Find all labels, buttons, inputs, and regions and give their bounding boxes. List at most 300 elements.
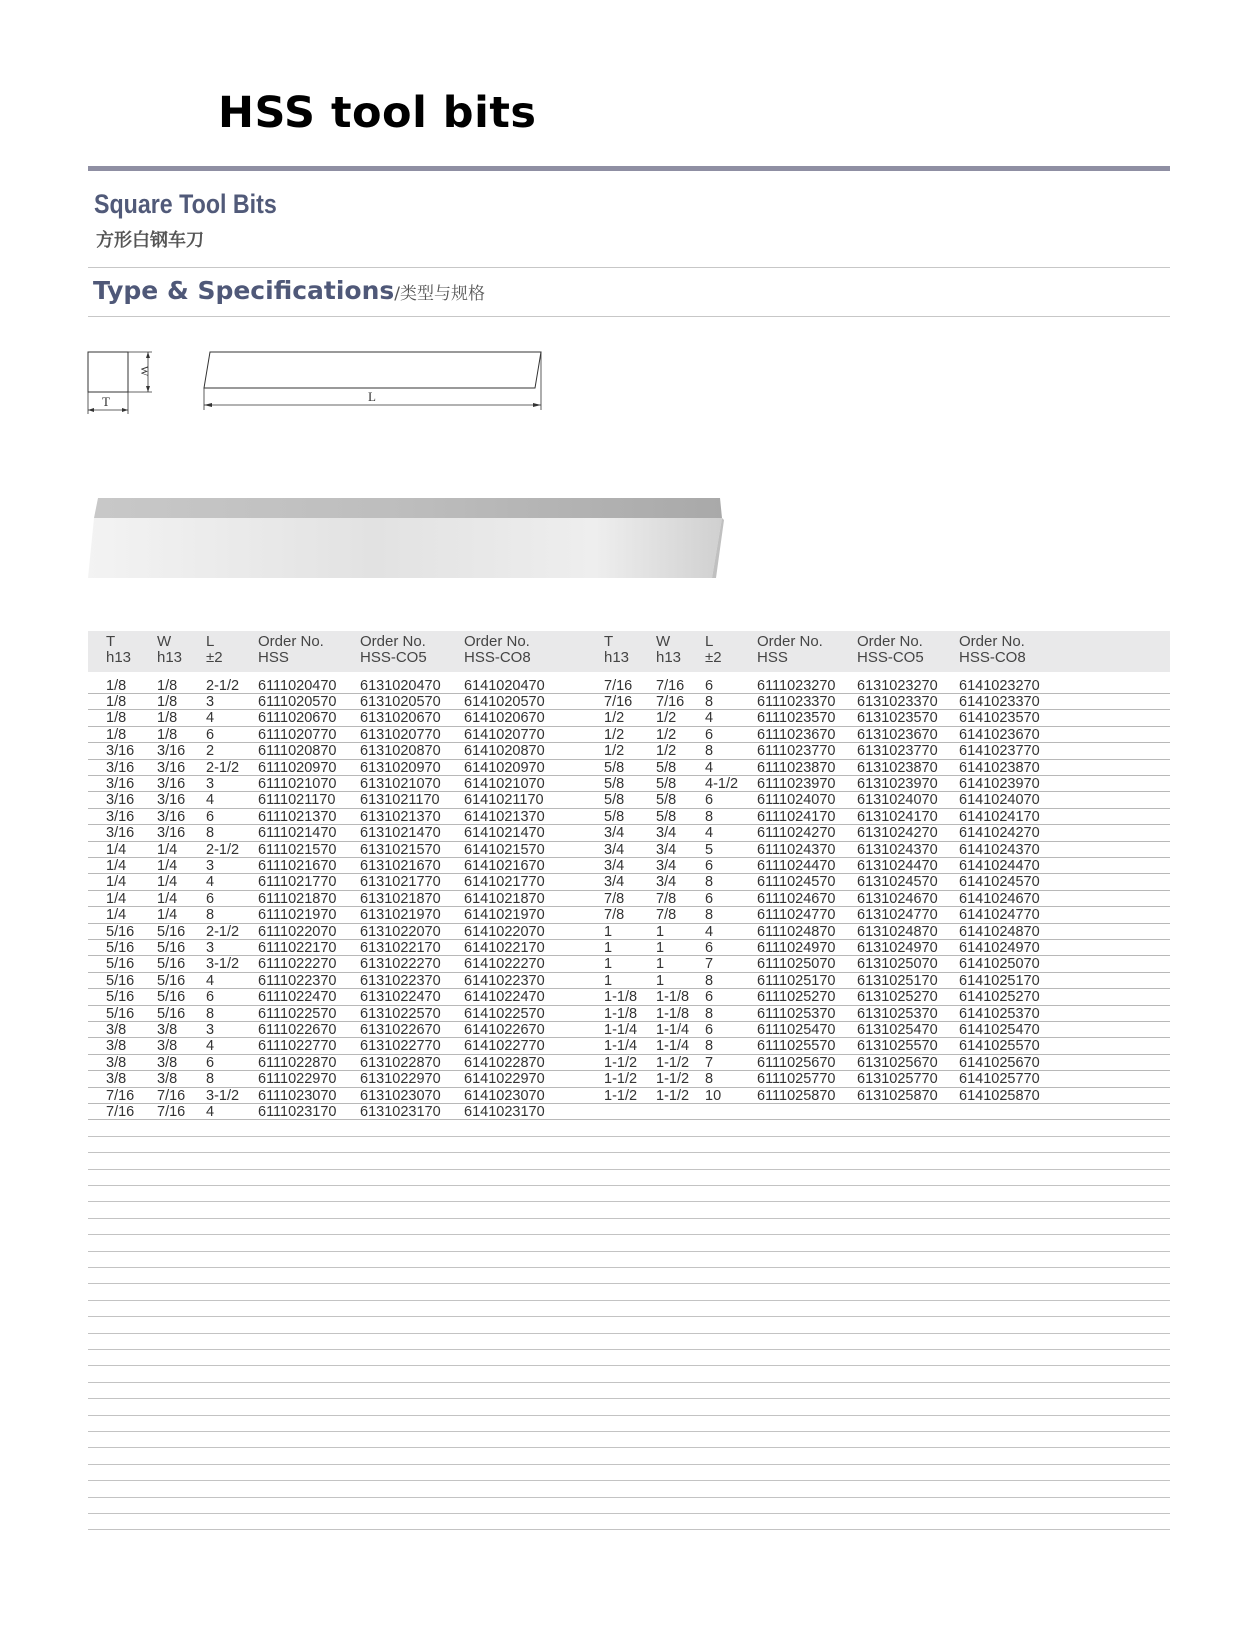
column-header-line2: ±2 — [206, 649, 223, 666]
table-cell: 6131023570 — [857, 710, 938, 727]
empty-table-rule — [88, 1300, 1170, 1301]
table-cell: 1/4 — [106, 890, 127, 907]
table-cell: 3/16 — [157, 776, 186, 792]
table-cell: 6141025070 — [959, 956, 1040, 973]
table-cell: 1-1/4 — [656, 1038, 690, 1055]
table-row — [88, 1022, 1170, 1038]
table-cell: 3/16 — [157, 825, 186, 842]
table-row — [88, 891, 1170, 907]
table-cell: 6111023170 — [258, 1104, 337, 1120]
table-cell: 2-1/2 — [206, 759, 240, 776]
table-cell: 1-1/2 — [604, 1087, 638, 1104]
table-cell: 6111023770 — [757, 743, 836, 760]
table-cell: 6141024070 — [959, 792, 1040, 809]
table-cell: 6111025270 — [757, 989, 836, 1006]
table-cell: 8 — [206, 825, 215, 842]
table-cell: 6131024170 — [857, 808, 938, 825]
table-cell: 8 — [705, 874, 714, 891]
table-cell: 6131020570 — [360, 694, 441, 710]
table-cell: 8 — [705, 808, 714, 825]
table-cell: 6141022770 — [464, 1038, 545, 1055]
column-header — [705, 634, 722, 666]
table-cell: 6131025770 — [857, 1071, 938, 1088]
table-cell: 1 — [604, 940, 613, 956]
table-cell: 5/8 — [604, 776, 625, 792]
table-cell: 6111023870 — [757, 759, 836, 776]
table-cell: 6 — [705, 940, 714, 956]
table-cell: 1/8 — [106, 694, 127, 710]
table-cell: 6111021870 — [258, 890, 337, 907]
dim-w-label: W — [138, 365, 150, 377]
table-cell: 6111024270 — [757, 825, 836, 842]
column-header-line2: h13 — [157, 649, 183, 666]
table-cell: 6131025470 — [857, 1022, 938, 1038]
table-cell: 6141024870 — [959, 923, 1040, 940]
table-cell: 6131025070 — [857, 956, 938, 973]
table-cell: 6 — [705, 858, 714, 874]
table-cell: 6141023370 — [959, 694, 1040, 710]
table-cell: 6111025770 — [757, 1071, 836, 1088]
table-cell: 6111021670 — [258, 858, 337, 874]
table-cell: 5/16 — [106, 989, 135, 1006]
table-cell: 3/4 — [604, 841, 625, 858]
column-header-line1: Order No. — [464, 633, 530, 650]
table-row — [88, 874, 1170, 890]
table-cell: 1-1/2 — [656, 1087, 690, 1104]
table-cell: 6111022070 — [258, 923, 337, 940]
table-cell: 6141025170 — [959, 972, 1040, 989]
table-cell: 7 — [705, 1054, 714, 1071]
table-cell: 1/4 — [157, 858, 178, 874]
table-cell: 1-1/4 — [604, 1038, 638, 1055]
table-cell: 8 — [705, 1038, 714, 1055]
table-cell: 1/4 — [106, 841, 127, 858]
table-cell: 1-1/8 — [656, 989, 690, 1006]
table-cell: 6 — [206, 808, 215, 825]
table-row — [88, 1038, 1170, 1054]
table-cell: 3/4 — [604, 874, 625, 891]
table-cell: 6131021970 — [360, 907, 441, 924]
table-cell: 5/8 — [656, 792, 677, 809]
empty-table-rule — [88, 1398, 1170, 1399]
table-cell: 6141020770 — [464, 726, 545, 743]
table-cell: 6141020970 — [464, 759, 545, 776]
table-cell: 5/8 — [656, 759, 677, 776]
table-cell: 10 — [705, 1087, 722, 1104]
table-cell: 5/8 — [604, 808, 625, 825]
table-cell: 6131022770 — [360, 1038, 441, 1055]
table-cell: 6131023770 — [857, 743, 938, 760]
column-header — [206, 634, 223, 666]
table-cell: 6111024470 — [757, 858, 836, 874]
section-title: Square Tool Bits — [94, 189, 277, 219]
table-cell: 8 — [705, 972, 714, 989]
table-cell: 6141021770 — [464, 874, 545, 891]
table-cell: 5/16 — [106, 1005, 135, 1022]
table-cell: 6 — [705, 890, 714, 907]
table-cell: 6 — [705, 989, 714, 1006]
column-header — [959, 634, 1026, 666]
table-row — [88, 792, 1170, 808]
table-cell: 6 — [206, 890, 215, 907]
table-cell: 5/16 — [157, 972, 186, 989]
table-cell: 6131022370 — [360, 972, 441, 989]
empty-table-rule — [88, 1431, 1170, 1432]
table-cell: 1/2 — [656, 726, 677, 743]
table-cell: 1/2 — [656, 710, 677, 727]
table-cell: 3/8 — [106, 1038, 127, 1055]
table-cell: 5/16 — [157, 956, 186, 973]
table-cell: 1/2 — [604, 743, 625, 760]
table-cell: 5/8 — [604, 792, 625, 809]
empty-table-rule — [88, 1218, 1170, 1219]
table-cell: 6131025670 — [857, 1054, 938, 1071]
table-cell: 6111025370 — [757, 1005, 836, 1022]
table-cell: 6131023870 — [857, 759, 938, 776]
table-cell: 6111022270 — [258, 956, 337, 973]
column-header-line1: T — [106, 633, 116, 650]
table-cell: 1-1/4 — [656, 1022, 690, 1038]
table-cell: 6111020670 — [258, 710, 337, 727]
table-cell: 6111020470 — [258, 677, 337, 694]
dim-l-label: L — [368, 389, 376, 404]
empty-table-rule — [88, 1267, 1170, 1268]
table-cell: 8 — [206, 1071, 215, 1088]
table-cell: 6111024070 — [757, 792, 836, 809]
table-cell: 6111021770 — [258, 874, 337, 891]
table-cell: 8 — [705, 1005, 714, 1022]
table-cell: 3/4 — [656, 841, 677, 858]
table-cell: 1 — [656, 956, 665, 973]
section-subtitle: 方形白钢车刀 — [96, 230, 204, 251]
table-row — [88, 727, 1170, 743]
table-cell: 7/8 — [656, 907, 677, 924]
column-header-line1: Order No. — [959, 633, 1025, 650]
table-cell: 3/16 — [106, 792, 135, 809]
table-cell: 3 — [206, 694, 215, 710]
table-cell: 3/16 — [157, 792, 186, 809]
table-cell: 6131020970 — [360, 759, 441, 776]
spec-title-cn: /类型与规格 — [394, 284, 486, 304]
table-cell: 6111020770 — [258, 726, 337, 743]
empty-table-rule — [88, 1169, 1170, 1170]
table-cell: 6141025870 — [959, 1087, 1040, 1104]
table-cell: 1 — [604, 956, 613, 973]
table-cell: 6111022170 — [258, 940, 337, 956]
table-cell: 5/16 — [106, 972, 135, 989]
column-header — [757, 634, 823, 666]
table-cell: 6141023270 — [959, 677, 1040, 694]
table-cell: 5/8 — [656, 808, 677, 825]
table-cell: 1-1/2 — [604, 1054, 638, 1071]
table-cell: 6111022370 — [258, 972, 337, 989]
table-cell: 4 — [705, 710, 714, 727]
table-cell: 3/16 — [157, 743, 186, 760]
table-cell: 1/8 — [157, 677, 178, 694]
table-row — [88, 956, 1170, 972]
empty-table-rule — [88, 1333, 1170, 1334]
table-cell: 6141021570 — [464, 841, 545, 858]
column-header-line1: Order No. — [857, 633, 923, 650]
table-cell: 1/4 — [157, 907, 178, 924]
table-cell: 1-1/8 — [656, 1005, 690, 1022]
table-cell: 3/4 — [656, 874, 677, 891]
column-header-line2: HSS-CO5 — [360, 649, 427, 666]
table-cell: 6131024870 — [857, 923, 938, 940]
table-cell: 7/16 — [106, 1087, 135, 1104]
column-header-line1: L — [206, 633, 215, 650]
table-cell: 4 — [705, 825, 714, 842]
table-cell: 1-1/4 — [604, 1022, 638, 1038]
column-header-line1: Order No. — [360, 633, 426, 650]
table-cell: 6111024370 — [757, 841, 836, 858]
dim-t-label: T — [102, 394, 110, 409]
tool-bit-image — [88, 496, 728, 581]
spec-divider-top — [88, 267, 1170, 268]
table-cell: 4 — [705, 923, 714, 940]
column-header — [106, 634, 131, 666]
table-cell: 1/8 — [106, 726, 127, 743]
table-cell: 6141021070 — [464, 776, 545, 792]
column-header-line2: h13 — [106, 649, 132, 666]
table-cell: 7 — [705, 956, 714, 973]
table-cell: 4 — [206, 1104, 215, 1120]
table-row — [88, 1055, 1170, 1071]
table-cell: 6141023570 — [959, 710, 1040, 727]
table-cell: 6131022670 — [360, 1022, 441, 1038]
table-row — [88, 743, 1170, 759]
table-cell: 6141025270 — [959, 989, 1040, 1006]
table-cell: 6111024670 — [757, 890, 836, 907]
table-cell: 6131024570 — [857, 874, 938, 891]
table-cell: 6141022470 — [464, 989, 545, 1006]
table-cell: 8 — [705, 1071, 714, 1088]
table-cell: 6131023370 — [857, 694, 938, 710]
table-cell: 8 — [206, 1005, 215, 1022]
empty-table-rule — [88, 1201, 1170, 1202]
table-cell: 3/16 — [157, 808, 186, 825]
table-cell: 1/4 — [157, 874, 178, 891]
table-row — [88, 1006, 1170, 1022]
table-cell: 6141022870 — [464, 1054, 545, 1071]
empty-table-rule — [88, 1185, 1170, 1186]
table-cell: 7/16 — [157, 1087, 186, 1104]
table-cell: 1 — [656, 923, 665, 940]
table-cell: 1/4 — [106, 874, 127, 891]
empty-table-rule — [88, 1349, 1170, 1350]
table-cell: 1-1/8 — [604, 989, 638, 1006]
table-cell: 6141025470 — [959, 1022, 1040, 1038]
empty-table-rule — [88, 1316, 1170, 1317]
table-cell: 6111021970 — [258, 907, 337, 924]
title-divider — [88, 166, 1170, 171]
table-cell: 1/8 — [157, 710, 178, 727]
table-cell: 7/16 — [106, 1104, 135, 1120]
table-cell: 1-1/8 — [604, 1005, 638, 1022]
table-cell: 6111023070 — [258, 1087, 337, 1104]
table-cell: 1 — [604, 972, 613, 989]
column-header-line2: HSS-CO5 — [857, 649, 924, 666]
table-cell: 4 — [206, 972, 215, 989]
table-cell: 6111025870 — [757, 1087, 836, 1104]
table-cell: 6141021170 — [464, 792, 544, 809]
table-cell: 3/8 — [106, 1054, 127, 1071]
table-row — [88, 825, 1170, 841]
column-header-line2: HSS-CO8 — [959, 649, 1026, 666]
table-cell: 2-1/2 — [206, 677, 240, 694]
table-cell: 6141020870 — [464, 743, 545, 760]
table-cell: 8 — [705, 694, 714, 710]
empty-table-rule — [88, 1513, 1170, 1514]
table-cell: 5/16 — [157, 923, 186, 940]
table-cell: 6111022870 — [258, 1054, 337, 1071]
table-cell: 6111022570 — [258, 1005, 337, 1022]
table-cell: 6141021670 — [464, 858, 545, 874]
table-cell: 3 — [206, 776, 215, 792]
table-cell: 6111023970 — [757, 776, 836, 792]
table-cell: 5/16 — [106, 940, 135, 956]
table-cell: 6131020670 — [360, 710, 441, 727]
table-cell: 6141024470 — [959, 858, 1040, 874]
table-cell: 6111023270 — [757, 677, 836, 694]
table-cell: 6111022670 — [258, 1022, 337, 1038]
empty-table-rule — [88, 1365, 1170, 1366]
table-cell: 1/2 — [604, 726, 625, 743]
empty-table-rule — [88, 1136, 1170, 1137]
table-cell: 6 — [705, 792, 714, 809]
table-cell: 5/16 — [157, 940, 186, 956]
table-cell: 1/8 — [106, 710, 127, 727]
table-cell: 3/8 — [157, 1022, 178, 1038]
table-cell: 6131024970 — [857, 940, 938, 956]
table-cell: 6131021570 — [360, 841, 441, 858]
table-cell: 6141021370 — [464, 808, 545, 825]
table-cell: 6111025470 — [757, 1022, 836, 1038]
table-cell: 6111025070 — [757, 956, 836, 973]
table-cell: 5/16 — [106, 923, 135, 940]
table-cell: 6 — [705, 677, 714, 694]
empty-table-rule — [88, 1529, 1170, 1530]
table-cell: 6111021370 — [258, 808, 337, 825]
table-cell: 6141020670 — [464, 710, 545, 727]
table-cell: 6131023670 — [857, 726, 938, 743]
table-cell: 6141021970 — [464, 907, 545, 924]
table-row — [88, 989, 1170, 1005]
empty-table-rule — [88, 1480, 1170, 1481]
table-cell: 6131022470 — [360, 989, 441, 1006]
table-cell: 4 — [206, 1038, 215, 1055]
table-cell: 6111025670 — [757, 1054, 836, 1071]
table-cell: 3 — [206, 940, 215, 956]
table-cell: 6141023670 — [959, 726, 1040, 743]
table-cell: 3/8 — [157, 1054, 178, 1071]
table-cell: 6111022470 — [258, 989, 337, 1006]
table-cell: 6131022970 — [360, 1071, 441, 1088]
table-cell: 6141025570 — [959, 1038, 1040, 1055]
table-row — [88, 694, 1170, 710]
table-cell: 6141023170 — [464, 1104, 545, 1120]
column-header — [464, 634, 531, 666]
table-row — [88, 842, 1170, 858]
table-cell: 6141024570 — [959, 874, 1040, 891]
column-header-line1: W — [656, 633, 671, 650]
table-cell: 4 — [206, 792, 215, 809]
table-cell: 6131023170 — [360, 1104, 441, 1120]
table-cell: 8 — [206, 907, 215, 924]
table-cell: 3/16 — [106, 743, 135, 760]
table-cell: 1 — [656, 940, 665, 956]
table-cell: 6141022570 — [464, 1005, 545, 1022]
spec-title-en: Type & Specifications — [93, 276, 395, 305]
table-cell: 1/4 — [106, 907, 127, 924]
table-cell: 3/16 — [106, 759, 135, 776]
table-cell: 3/16 — [106, 825, 135, 842]
table-cell: 3/8 — [106, 1071, 127, 1088]
table-cell: 7/8 — [656, 890, 677, 907]
table-cell: 4 — [705, 759, 714, 776]
table-cell: 6131025370 — [857, 1005, 938, 1022]
empty-table-rule — [88, 1251, 1170, 1252]
table-cell: 6131022170 — [360, 940, 441, 956]
table-cell: 6131021670 — [360, 858, 441, 874]
table-cell: 5/16 — [106, 956, 135, 973]
table-cell: 6141022970 — [464, 1071, 545, 1088]
table-cell: 3/8 — [157, 1071, 178, 1088]
table-cell: 6131021170 — [360, 792, 440, 809]
table-cell: 6 — [206, 1054, 215, 1071]
empty-table-rule — [88, 1415, 1170, 1416]
table-cell: 1/2 — [656, 743, 677, 760]
table-cell: 6111021070 — [258, 776, 337, 792]
table-cell: 6131025570 — [857, 1038, 938, 1055]
table-cell: 7/16 — [656, 677, 685, 694]
table-cell: 6141024370 — [959, 841, 1040, 858]
table-cell: 6111022970 — [258, 1071, 337, 1088]
empty-table-rule — [88, 1283, 1170, 1284]
table-cell: 6131023970 — [857, 776, 938, 792]
table-cell: 6141023870 — [959, 759, 1040, 776]
table-cell: 1 — [604, 923, 613, 940]
table-cell: 6131024670 — [857, 890, 938, 907]
table-cell: 5/8 — [656, 776, 677, 792]
table-cell: 6111020870 — [258, 743, 337, 760]
table-cell: 7/8 — [604, 907, 625, 924]
table-cell: 6111023670 — [757, 726, 836, 743]
column-header-line1: T — [604, 633, 614, 650]
table-cell: 1/8 — [157, 726, 178, 743]
table-cell: 6111024170 — [757, 808, 836, 825]
table-cell: 6111025170 — [757, 972, 836, 989]
table-cell: 6131021870 — [360, 890, 441, 907]
table-cell: 5 — [705, 841, 714, 858]
table-cell: 6141024970 — [959, 940, 1040, 956]
table-cell: 6131020870 — [360, 743, 441, 760]
table-cell: 6111024570 — [757, 874, 836, 891]
table-cell: 1-1/2 — [656, 1054, 690, 1071]
table-cell: 6131024370 — [857, 841, 938, 858]
table-cell: 6131021770 — [360, 874, 441, 891]
table-cell: 6141024170 — [959, 808, 1040, 825]
table-cell: 6 — [206, 726, 215, 743]
table-cell: 1/8 — [106, 677, 127, 694]
table-row — [88, 858, 1170, 874]
table-cell: 3/16 — [106, 776, 135, 792]
dimension-drawing — [86, 350, 566, 425]
column-header — [656, 634, 681, 666]
table-cell: 3/4 — [656, 825, 677, 842]
table-row — [88, 776, 1170, 792]
table-cell: 1-1/2 — [604, 1071, 638, 1088]
